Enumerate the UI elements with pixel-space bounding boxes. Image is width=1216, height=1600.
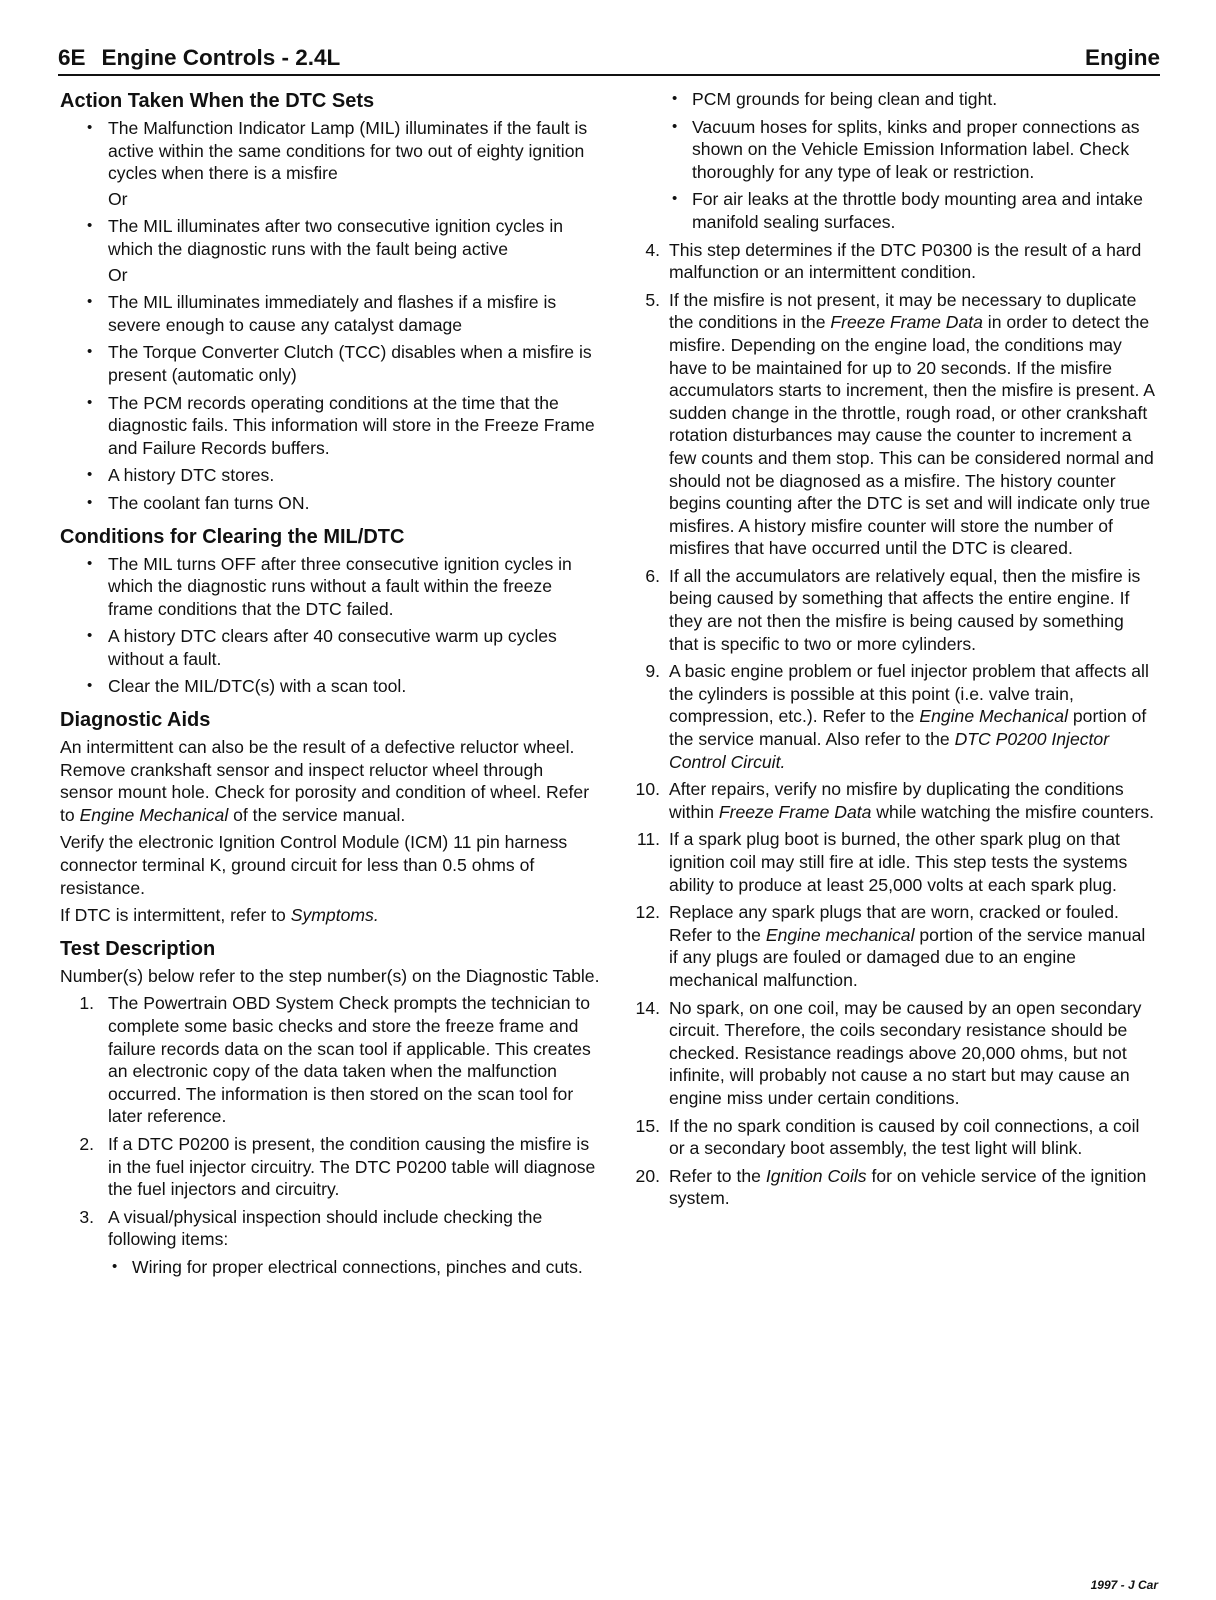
page-header	[58, 40, 1160, 76]
list-item: • The Malfunction Indicator Lamp (MIL) illuminates if the fault is active within the same conditions for two out of eighty ignition cycles when there is a misfire Or	[60, 117, 600, 210]
aids-paragraph: Verify the electronic Ignition Control Module (ICM) 11 pin harness connector terminal K, ground circuit for less than 0.5 ohms of resistance.	[60, 832, 568, 898]
inspection-list	[108, 1256, 600, 1279]
step-item: 20. Refer to the Ignition Coils for on vehicle service of the ignition system.	[635, 1165, 1147, 1209]
list-item: • The Torque Converter Clutch (TCC) disables when a misfire is present (automatic only)	[60, 341, 600, 386]
step-item: 14. No spark, on one coil, may be caused by an open secondary circuit. Therefore, the coils secondary resistance should be checked. Resistance readings above 20,000 ohms, but not infinite, will probably not cause a no start but may cause an engine miss under certain conditions.	[635, 997, 1142, 1108]
left-column	[60, 88, 600, 1284]
list-item: • For air leaks at the throttle body mounting area and intake manifold sealing surfaces.	[636, 188, 1156, 233]
step-item: 12. Replace any spark plugs that are worn, cracked or fouled. Refer to the Engine mechanical portion of the service manual if any plugs are fouled or damaged due to an engine mechanical malfunction.	[635, 902, 1146, 990]
aids-paragraph: If DTC is intermittent, refer to Symptoms.	[60, 905, 379, 926]
inspection-list-cont	[636, 88, 1156, 234]
right-column	[636, 88, 1156, 1215]
list-item: • The coolant fan turns ON.	[60, 492, 600, 515]
clearing-list	[60, 553, 600, 699]
step-item: 6. If all the accumulators are relatively equal, then the misfire is being caused by something that affects the entire engine. If they are not then the misfire is being caused by something that is specific to two or more cylinders.	[645, 565, 1141, 654]
step-item: 11. If a spark plug boot is burned, the other spark plug on that ignition coil may still fire at idle. This step tests the systems ability to produce at least 25,000 volts at each spark plug.	[636, 829, 1128, 895]
action-list	[60, 117, 600, 515]
list-item: • Wiring for proper electrical connections, pinches and cuts.	[108, 1256, 600, 1279]
header-category: Engine	[1084, 45, 1160, 70]
or-text: Or	[108, 188, 128, 209]
list-item: • PCM grounds for being clean and tight.	[636, 88, 1156, 111]
section-title: Engine Controls - 2.4L	[101, 45, 341, 70]
step-item: 1. The Powertrain OBD System Check prompts the technician to complete some basic checks and store the freeze frame and failure records data on the scan tool if applicable. This creates an electronic copy of the data taken when the malfunction occurred. The information is then stored on the scan tool for later reference.	[79, 993, 591, 1127]
list-item: • A history DTC stores.	[60, 464, 600, 487]
heading-clearing-conditions: Conditions for Clearing the MIL/DTC	[60, 525, 405, 548]
heading-diagnostic-aids: Diagnostic Aids	[60, 709, 211, 732]
list-item: • A history DTC clears after 40 consecutive warm up cycles without a fault.	[60, 625, 600, 670]
step-item: 10. After repairs, verify no misfire by duplicating the conditions within Freeze Frame Data while watching the misfire counters.	[635, 779, 1155, 822]
list-item: • Clear the MIL/DTC(s) with a scan tool.	[60, 675, 600, 698]
section-number: 6E	[58, 45, 86, 70]
list-item: • The MIL illuminates immediately and flashes if a misfire is severe enough to cause any catalyst damage	[60, 291, 600, 336]
list-item: • The MIL turns OFF after three consecutive ignition cycles in which the diagnostic runs without a fault within the freeze frame conditions that the DTC failed.	[60, 553, 600, 621]
test-steps-left	[60, 992, 600, 1278]
heading-action-taken: Action Taken When the DTC Sets	[60, 90, 375, 112]
step-item: 9. A basic engine problem or fuel injector problem that affects all the cylinders is possible at this point (i.e. valve train, compression, etc.). Refer to the Engine Mechanical portion of the service manual. Also refer to the DTC P0200 Injector Control Circuit.	[645, 661, 1149, 772]
list-item: • The MIL illuminates after two consecutive ignition cycles in which the diagnostic runs with the fault being active Or	[60, 215, 600, 286]
step-item: 4. This step determines if the DTC P0300 is the result of a hard malfunction or an intermittent condition.	[645, 239, 1142, 283]
step-item: 3. A visual/physical inspection should include checking the following items: • Wiring for proper electrical connections, pinches and cuts.	[60, 1206, 600, 1279]
heading-test-description: Test Description	[60, 937, 216, 960]
step-item: 2. If a DTC P0200 is present, the condition causing the misfire is in the fuel injector circuitry. The DTC P0200 table will diagnose the fuel injectors and circuitry.	[79, 1133, 596, 1200]
header-title-group	[58, 45, 340, 74]
step-item: 15. If the no spark condition is caused by coil connections, a coil or a secondary boot assembly, the test light will blink.	[635, 1115, 1140, 1159]
test-intro: Number(s) below refer to the step number(s) on the Diagnostic Table.	[60, 965, 600, 986]
list-item: • Vacuum hoses for splits, kinks and proper connections as shown on the Vehicle Emission Information label. Check thoroughly for any type of leak or restriction.	[636, 116, 1156, 184]
list-item: • The PCM records operating conditions at the time that the diagnostic fails. This information will store in the Freeze Frame and Failure Records buffers.	[60, 392, 600, 460]
aids-paragraph: An intermittent can also be the result of a defective reluctor wheel. Remove crankshaft sensor and inspect reluctor wheel through sensor mount hole. Check for porosity and condition of wheel. Refer to Engine Mechanical of the service manual.	[60, 737, 590, 825]
step-item: 5. If the misfire is not present, it may be necessary to duplicate the conditions in the Freeze Frame Data in order to detect the misfire. Depending on the engine load, the conditions may have to be maintained for up to 20 seconds. If the misfire accumulators starts to increment, then the misfire is present. A sudden change in the throttle, rough road, or other crankshaft rotation disturbances may cause the counter to increment a few counts and them stop. This can be considered normal and should not be diagnosed as a misfire. The history counter begins counting after the DTC is set and will indicate only true misfires. A history misfire counter will store the number of misfires that have occurred until the DTC is cleared.	[645, 289, 1155, 559]
page-footer: 1997 - J Car	[1090, 1578, 1158, 1592]
test-steps-right	[636, 239, 1156, 1210]
or-text: Or	[108, 264, 128, 285]
